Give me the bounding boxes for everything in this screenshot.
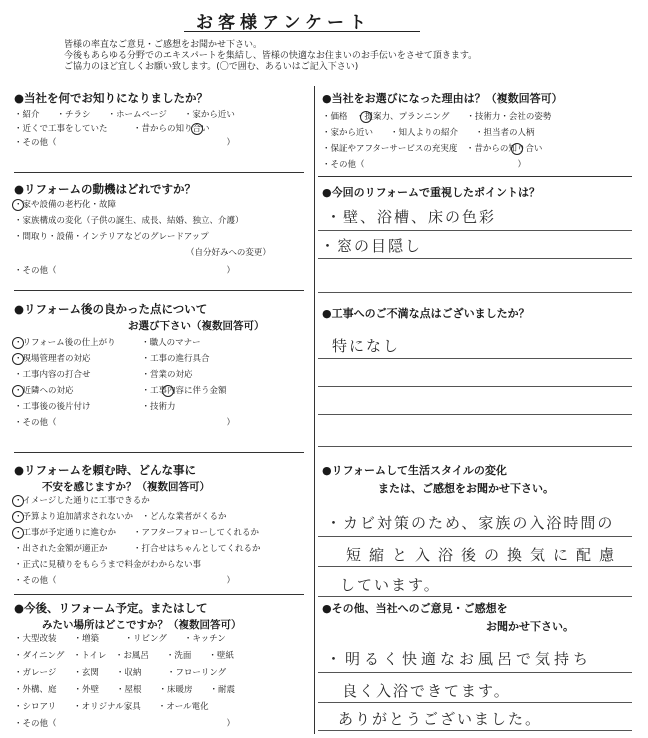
q5-option-line[interactable]: ・その他（ ） <box>14 719 236 729</box>
q9-handwritten-answer: しています。 <box>340 576 441 594</box>
q8-heading: ●工事へのご不満な点はございましたか？ <box>322 307 530 320</box>
answer-circle-mark <box>12 511 24 523</box>
answer-rule <box>318 672 632 673</box>
q2-option-line[interactable]: ・家や設備の老朽化・故障 <box>14 200 117 210</box>
answer-rule <box>318 702 632 703</box>
q2-option-line[interactable]: ・その他（ ） <box>14 266 236 276</box>
answer-circle-mark <box>191 123 203 135</box>
answer-circle-mark <box>162 385 174 397</box>
q7-handwritten-answer: ・窓の目隠し <box>320 237 423 255</box>
section-divider <box>318 176 632 177</box>
section-divider <box>14 290 304 291</box>
q4-option-line[interactable]: ・正式に見積りをもらうまで料金がわからない事 <box>14 560 202 570</box>
title-underline <box>184 31 420 32</box>
q7-heading: ●今回のリフォームで重視したポイントは？ <box>322 186 541 199</box>
q6-option-line[interactable]: ・その他（ ） <box>322 160 527 170</box>
q9-heading: ●リフォームして生活スタイルの変化 <box>322 464 507 477</box>
intro-line-3: ご協力のほど宜しくお願い致します。(〇で囲む、あるいはご記入下さい) <box>64 62 359 72</box>
q5-option-line[interactable]: ・ダイニング ・トイレ ・お風呂 ・洗面 ・壁紙 <box>14 651 234 661</box>
answer-circle-mark <box>12 337 24 349</box>
q2-option-line: （自分好みへの変更） <box>186 248 271 258</box>
q4-option-line[interactable]: ・出された金額が適正か ・打合せはちゃんとしてくれるか <box>14 544 261 554</box>
answer-circle-mark <box>12 495 24 507</box>
q3-option-line[interactable]: ・リフォーム後の仕上がり ・職人のマナー <box>14 338 201 348</box>
page-title: お客様アンケート <box>196 13 371 33</box>
q1-option-line[interactable]: ・近くで工事をしていた ・昔からの知り合い <box>14 124 210 134</box>
q9-handwritten-answer: 短縮と入浴後の換気に配慮 <box>346 546 623 564</box>
q6-heading: ●当社をお選びになった理由は？（複数回答可） <box>322 92 563 105</box>
q1-heading: ●当社を何でお知りになりましたか？ <box>14 91 209 105</box>
section-divider <box>14 172 304 173</box>
section-divider <box>14 594 304 595</box>
intro-line-2: 今後もあらゆる分野でのエキスパートを集結し、皆様の快適なお住まいのお手伝いをさせて頂きます。 <box>64 51 478 61</box>
answer-circle-mark <box>12 199 24 211</box>
section-divider <box>14 452 304 453</box>
q10-subheading: お聞かせ下さい。 <box>486 620 574 633</box>
q5-option-line[interactable]: ・ガレージ ・玄関 ・収納 ・フローリング <box>14 668 227 678</box>
q3-subheading: お選び下さい（複数回答可） <box>128 320 265 332</box>
column-divider <box>314 86 315 734</box>
q10-handwritten-answer: ・明るく快適なお風呂で気持ち <box>326 650 593 668</box>
answer-rule <box>318 358 632 359</box>
q4-heading: ●リフォームを頼む時、どんな事に <box>14 463 196 477</box>
answer-rule <box>318 258 632 259</box>
q3-option-line[interactable]: ・その他（ ） <box>14 418 236 428</box>
q5-subheading: みたい場所はどこですか？（複数回答可） <box>42 619 242 631</box>
q5-option-line[interactable]: ・大型改装 ・増築 ・リビング ・キッチン <box>14 634 226 644</box>
answer-rule <box>318 596 632 597</box>
q4-option-line[interactable]: ・予算より追加請求されないか ・どんな業者がくるか <box>14 512 227 522</box>
answer-rule <box>318 446 632 447</box>
q10-handwritten-answer: ありがとうございました。 <box>338 710 543 728</box>
q9-subheading: または、ご感想をお聞かせ下さい。 <box>378 482 554 495</box>
answer-circle-mark <box>511 143 523 155</box>
q5-heading: ●今後、リフォーム予定。またはして <box>14 601 208 615</box>
q2-heading: ●リフォームの動機はどれですか？ <box>14 182 196 196</box>
q4-option-line[interactable]: ・イメージした通りに工事できるか <box>14 496 150 506</box>
q6-option-line[interactable]: ・価格 ・提案力、プランニング ・技術力・会社の姿勢 <box>322 112 552 122</box>
intro-line-1: 皆様の率直なご意見・ご感想をお聞かせ下さい。 <box>64 40 263 50</box>
q9-handwritten-answer: ・カビ対策のため、家族の入浴時間の <box>326 514 615 532</box>
q5-option-line[interactable]: ・シロアリ ・オリジナル家具 ・オール電化 <box>14 702 209 712</box>
q3-option-line[interactable]: ・工事後の後片付け ・技術力 <box>14 402 176 412</box>
q3-option-line[interactable]: ・現場管理者の対応 ・工事の進行具合 <box>14 354 210 364</box>
answer-rule <box>318 566 632 567</box>
q10-handwritten-answer: 良く入浴できてます。 <box>342 682 511 700</box>
answer-circle-mark <box>12 353 24 365</box>
q10-heading: ●その他、当社へのご意見・ご感想を <box>322 602 508 615</box>
answer-rule <box>318 730 632 731</box>
q8-handwritten-answer: 特になし <box>332 337 401 355</box>
answer-circle-mark <box>12 385 24 397</box>
q1-option-line[interactable]: ・紹介 ・チラシ ・ホームページ ・家から近い <box>14 110 235 120</box>
q1-option-line[interactable]: ・その他（ ） <box>14 138 236 148</box>
q3-option-line[interactable]: ・工事内容の打合せ ・営業の対応 <box>14 370 193 380</box>
q4-option-line[interactable]: ・工事が予定通りに進むか ・アフターフォローしてくれるか <box>14 528 260 538</box>
q3-heading: ●リフォーム後の良かった点について <box>14 302 208 316</box>
answer-rule <box>318 536 632 537</box>
q3-option-line[interactable]: ・近隣への対応 ・工事内容に伴う金額 <box>14 386 227 396</box>
answer-rule <box>318 230 632 231</box>
q6-option-line[interactable]: ・保証やアフターサービスの充実度 ・昔からの知り合い <box>322 144 543 154</box>
q4-subheading: 不安を感じますか？（複数回答可） <box>42 481 210 493</box>
q5-option-line[interactable]: ・外構、庭 ・外壁 ・屋根 ・床暖房 ・耐震 <box>14 685 236 695</box>
answer-circle-mark <box>360 111 372 123</box>
q2-option-line[interactable]: ・間取り・設備・インテリアなどのグレードアップ <box>14 232 209 242</box>
answer-rule <box>318 292 632 293</box>
q4-option-line[interactable]: ・その他（ ） <box>14 576 236 586</box>
q2-option-line[interactable]: ・家族構成の変化（子供の誕生、成長、結婚、独立、介護） <box>14 216 244 226</box>
q6-option-line[interactable]: ・家から近い ・知人よりの紹介 ・担当者の人柄 <box>322 128 535 138</box>
answer-rule <box>318 386 632 387</box>
q7-handwritten-answer: ・壁、浴槽、床の色彩 <box>326 208 497 226</box>
answer-circle-mark <box>12 527 24 539</box>
answer-rule <box>318 414 632 415</box>
